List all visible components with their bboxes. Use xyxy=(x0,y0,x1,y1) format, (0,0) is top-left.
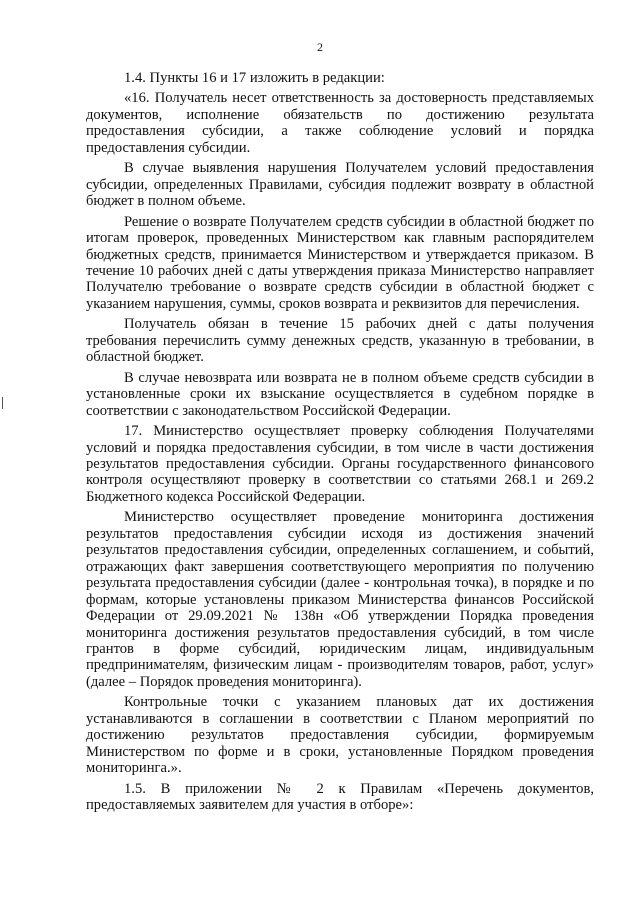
page-number: 2 xyxy=(317,40,323,54)
margin-mark xyxy=(2,397,3,409)
paragraph-control-points: Контрольные точки с указанием плановых дат их достижения устанавливаются в соглашении в соответствии с Планом мероприятий по достижению результатов предоставления субсидии, формируемым Министерством по форме и в сроки, установленные Порядком проведения мониторинга.». xyxy=(86,694,594,777)
paragraph-16-responsibility: «16. Получатель несет ответственность за достоверность представляемых документов, исполнение обязательств по достижению результата предоставления субсидии, а также соблюдение условий и порядка предоставления субсидии. xyxy=(86,90,594,156)
paragraph-violation-return: В случае выявления нарушения Получателем условий предоставления субсидии, определенных Правилами, субсидия подлежит возврату в областной бюджет в полном объеме. xyxy=(86,160,594,210)
paragraph-return-decision: Решение о возврате Получателем средств субсидии в областной бюджет по итогам проверок, проведенных Министерством как главным распорядителем бюджетных средств, принимается Министерством и утверждается приказом. В течение 10 рабочих дней с даты утверждения приказа Министерство направляет Получателю требование о возврате средств субсидии в областной бюджет с указанием нарушения, суммы, сроков возврата и реквизитов для перечисления. xyxy=(86,213,594,312)
paragraph-1-4: 1.4. Пункты 16 и 17 изложить в редакции: xyxy=(124,70,385,86)
paragraph-1-5: 1.5. В приложении № 2 к Правилам «Перечень документов, предоставляемых заявителем для участия в отборе»: xyxy=(86,780,594,814)
paragraph-17-inspection: 17. Министерство осуществляет проверку соблюдения Получателями условий и порядка предоставления субсидии, в том числе в части достижения результатов предоставления субсидии. Органы государственного финансового контроля осуществляют проверку в соответствии со статьями 268.1 и 269.2 Бюджетного кодекса Российской Федерации. xyxy=(86,423,594,505)
paragraph-payment-deadline: Получатель обязан в течение 15 рабочих дней с даты получения требования перечислить сумму денежных средств, указанную в требовании, в областной бюджет. xyxy=(86,316,594,366)
document-body xyxy=(86,70,594,817)
paragraph-court-recovery: В случае невозврата или возврата не в полном объеме средств субсидии в установленные сроки их взыскание осуществляется в судебном порядке в соответствии с законодательством Российской Федерации. xyxy=(86,369,594,419)
paragraph-monitoring: Министерство осуществляет проведение мониторинга достижения результатов предоставления субсидии исходя из достижения значений результатов предоставления субсидии, определенных соглашением, и событий, отражающих факт завершения соответствующего мероприятия по получению результата предоставления субсидии (далее - контрольная точка), в порядке и по формам, которые установлены приказом Министерства финансов Российской Федерации от 29.09.2021 № 138н «Об утверждении Порядка проведения мониторинга достижения результатов предоставления субсидий, в том числе грантов в форме субсидий, юридическим лицам, индивидуальным предпринимателям, физическим лицам - производителям товаров, работ, услуг» (далее – Порядок проведения мониторинга). xyxy=(86,509,594,690)
